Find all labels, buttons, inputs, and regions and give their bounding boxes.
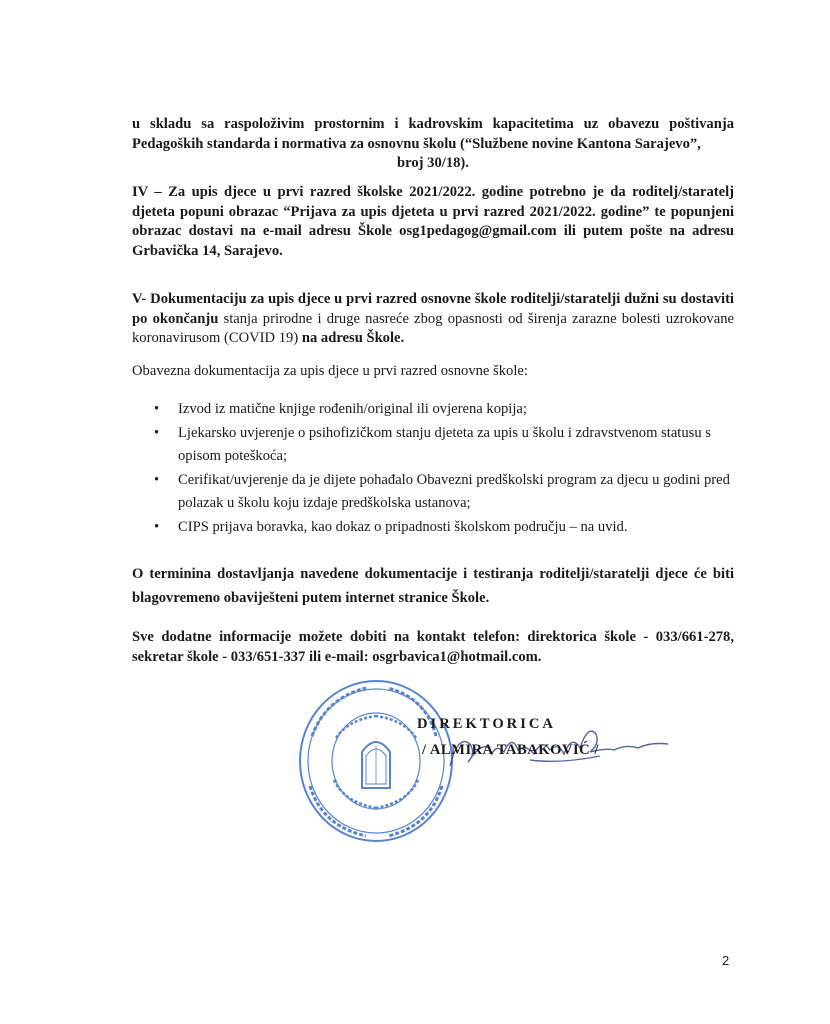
documents-list (160, 398, 736, 539)
list-item: • CIPS prijava boravka, kao dokaz o pripadnosti školskom području – na uvid. (160, 516, 736, 540)
section-v-bold-end: na adresu Škole. (301, 330, 405, 346)
paragraph-section-v (132, 290, 734, 349)
documentation-heading: Obavezna dokumentacija za upis djece u prvi razred osnovne škole: (132, 363, 528, 379)
paragraph-pedagogical-standards-text: u skladu sa raspoloživim prostornim i kadrovskim kapacitetima uz obavezu poštivanja Pedagoških standarda i normativa za osnovnu školu (“Službene novine Kantona Sarajevo”, (132, 116, 734, 152)
list-item: • Cerifikat/uvjerenje da je dijete pohađalo Obavezni predškolski program za djecu u godini pred polazak u školu koju izdaje predškolska ustanova; (160, 469, 736, 516)
page-number: 2 (722, 953, 730, 968)
list-item: • Izvod iz matične knjige rođenih/original ili ovjerena kopija; (160, 398, 736, 422)
signatory-name: / ALMIRA TABAKOVIĆ / (422, 742, 599, 758)
paragraph-pedagogical-standards (132, 115, 734, 174)
paragraph-section-iv: IV – Za upis djece u prvi razred školske 2021/2022. godine potrebno je da roditelj/staratelj djeteta popuni obrazac “Prijava za upis djeteta u prvi razred 2021/2022. godine” te popunjeni obrazac dostavi na e-mail adresu Škole osg1pedagog@gmail.com ili putem pošte na adresu Grbavička 14, Sarajevo. (132, 184, 734, 259)
list-item: • Ljekarsko uvjerenje o psihofizičkom stanju djeteta za upis u školu i zdravstvenom statusu s opisom poteškoća; (160, 422, 736, 469)
section-v-normal: stanja prirodne i druge nasreće zbog opasnosti od širenja zarazne bolesti uzrokovane koronavirusom (COVID 19) (132, 310, 734, 346)
paragraph-contact-info: Sve dodatne informacije možete dobiti na kontakt telefon: direktorica škole - 033/661-278, sekretar škole - 033/651-337 ili e-mail: osgrbavica1@hotmail.com. (132, 629, 734, 665)
section-v-bold-start: V- Dokumentaciju za upis djece u prvi razred osnovne škole roditelji/staratelji dužni su dostaviti po okončanju (132, 291, 734, 327)
paragraph-pedagogical-standards-last-line: broj 30/18). (397, 155, 469, 171)
paragraph-notification: O terminina dostavljanja navedene dokumentacije i testiranja roditelji/staratelji djece će biti blagovremeno obaviješteni putem internet stranice Škole. (132, 566, 734, 606)
signatory-title: DIREKTORICA (417, 716, 556, 732)
